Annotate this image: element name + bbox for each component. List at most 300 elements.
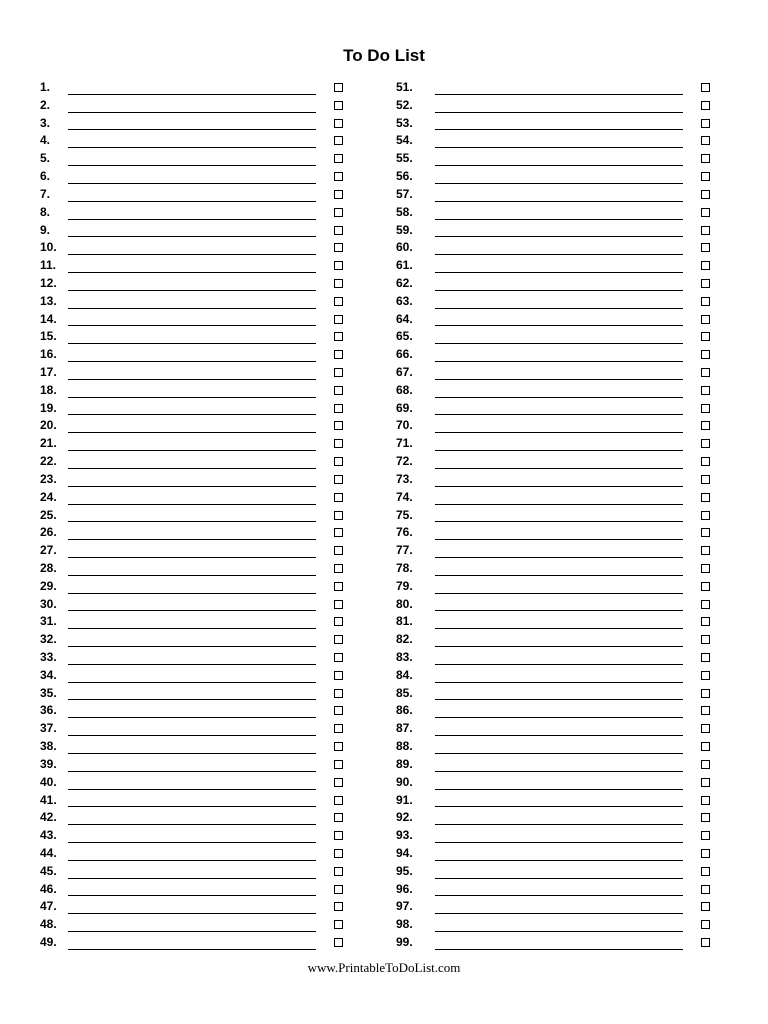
item-number: 48. [40, 917, 57, 932]
todo-item [40, 310, 346, 328]
checkbox[interactable] [701, 689, 710, 698]
checkbox[interactable] [334, 831, 343, 840]
item-number: 66. [396, 347, 413, 362]
checkbox[interactable] [701, 528, 710, 537]
write-in-line[interactable] [435, 183, 683, 184]
checkbox[interactable] [334, 493, 343, 502]
item-number: 57. [396, 186, 413, 201]
checkbox[interactable] [334, 796, 343, 805]
checkbox[interactable] [701, 136, 710, 145]
todo-item [40, 541, 346, 559]
write-in-line[interactable] [68, 112, 316, 113]
write-in-line[interactable] [68, 557, 316, 558]
todo-item [396, 737, 713, 755]
write-in-line[interactable] [68, 325, 316, 326]
checkbox[interactable] [701, 653, 710, 662]
write-in-line[interactable] [68, 379, 316, 380]
checkbox[interactable] [334, 119, 343, 128]
item-number: 52. [396, 97, 413, 112]
item-number: 26. [40, 525, 57, 540]
todo-item [40, 915, 346, 933]
todo-item [40, 114, 346, 132]
write-in-line[interactable] [435, 450, 683, 451]
item-number: 70. [396, 418, 413, 433]
write-in-line[interactable] [68, 735, 316, 736]
item-number: 45. [40, 863, 57, 878]
item-number: 33. [40, 650, 57, 664]
checkbox[interactable] [701, 493, 710, 502]
checkbox[interactable] [334, 421, 343, 430]
checkbox[interactable] [334, 101, 343, 110]
write-in-line[interactable] [68, 397, 316, 398]
write-in-line[interactable] [435, 361, 683, 362]
checkbox[interactable] [701, 154, 710, 163]
todo-item [40, 808, 346, 826]
checkbox[interactable] [334, 742, 343, 751]
checkbox[interactable] [334, 332, 343, 341]
todo-item [40, 363, 346, 381]
write-in-line[interactable] [435, 236, 683, 237]
todo-item [40, 559, 346, 577]
todo-item [40, 506, 346, 524]
item-number: 99. [396, 935, 413, 949]
write-in-line[interactable] [68, 824, 316, 825]
todo-item [40, 577, 346, 595]
write-in-line[interactable] [435, 379, 683, 380]
write-in-line[interactable] [68, 147, 316, 148]
todo-item [40, 292, 346, 310]
todo-item [40, 452, 346, 470]
write-in-line[interactable] [68, 913, 316, 914]
checkbox[interactable] [334, 564, 343, 573]
write-in-line[interactable] [68, 753, 316, 754]
checkbox[interactable] [701, 938, 710, 947]
todo-item [40, 381, 346, 399]
checkbox[interactable] [334, 546, 343, 555]
write-in-line[interactable] [68, 646, 316, 647]
item-number: 91. [396, 792, 413, 807]
todo-item [396, 131, 713, 149]
checkbox[interactable] [334, 297, 343, 306]
checkbox[interactable] [334, 600, 343, 609]
checkbox[interactable] [701, 190, 710, 199]
checkbox[interactable] [701, 457, 710, 466]
checkbox[interactable] [701, 297, 710, 306]
todo-item [396, 470, 713, 488]
write-in-line[interactable] [435, 824, 683, 825]
checkbox[interactable] [334, 920, 343, 929]
checkbox[interactable] [701, 279, 710, 288]
write-in-line[interactable] [435, 628, 683, 629]
checkbox[interactable] [334, 83, 343, 92]
write-in-line[interactable] [435, 308, 683, 309]
write-in-line[interactable] [435, 753, 683, 754]
write-in-line[interactable] [68, 414, 316, 415]
checkbox[interactable] [701, 101, 710, 110]
checkbox[interactable] [701, 813, 710, 822]
checkbox[interactable] [701, 511, 710, 520]
checkbox[interactable] [701, 172, 710, 181]
todo-item [396, 791, 713, 809]
write-in-line[interactable] [68, 682, 316, 683]
item-number: 83. [396, 650, 413, 664]
write-in-line[interactable] [68, 860, 316, 861]
item-number: 22. [40, 454, 57, 469]
todo-item [396, 238, 713, 256]
item-number: 15. [40, 329, 57, 344]
write-in-line[interactable] [435, 878, 683, 879]
todo-item [396, 559, 713, 577]
todo-item [40, 78, 346, 96]
item-number: 9. [40, 222, 51, 237]
write-in-line[interactable] [435, 593, 683, 594]
todo-item [40, 595, 346, 613]
write-in-line[interactable] [68, 806, 316, 807]
checkbox[interactable] [334, 813, 343, 822]
checkbox[interactable] [701, 600, 710, 609]
write-in-line[interactable] [68, 343, 316, 344]
item-number: 38. [40, 739, 57, 754]
write-in-line[interactable] [435, 432, 683, 433]
item-number: 77. [396, 543, 413, 558]
write-in-line[interactable] [68, 468, 316, 469]
write-in-line[interactable] [68, 878, 316, 879]
todo-item [396, 256, 713, 274]
todo-item [40, 221, 346, 239]
write-in-line[interactable] [435, 913, 683, 914]
write-in-line[interactable] [68, 771, 316, 772]
checkbox[interactable] [334, 404, 343, 413]
checkbox[interactable] [334, 154, 343, 163]
write-in-line[interactable] [435, 254, 683, 255]
item-number: 64. [396, 311, 413, 326]
todo-item [40, 345, 346, 363]
write-in-line[interactable] [435, 610, 683, 611]
item-number: 5. [40, 151, 51, 166]
write-in-line[interactable] [68, 165, 316, 166]
write-in-line[interactable] [68, 789, 316, 790]
todo-item [396, 363, 713, 381]
todo-item [40, 167, 346, 185]
checkbox[interactable] [701, 315, 710, 324]
checkbox[interactable] [334, 190, 343, 199]
write-in-line[interactable] [435, 521, 683, 522]
write-in-line[interactable] [435, 343, 683, 344]
write-in-line[interactable] [68, 664, 316, 665]
write-in-line[interactable] [68, 895, 316, 896]
checkbox[interactable] [701, 386, 710, 395]
item-number: 65. [396, 329, 413, 344]
write-in-line[interactable] [435, 860, 683, 861]
write-in-line[interactable] [68, 575, 316, 576]
checkbox[interactable] [334, 136, 343, 145]
todo-item [40, 203, 346, 221]
write-in-line[interactable] [68, 308, 316, 309]
checkbox[interactable] [334, 261, 343, 270]
item-number: 28. [40, 560, 57, 575]
write-in-line[interactable] [435, 468, 683, 469]
write-in-line[interactable] [68, 610, 316, 611]
checkbox[interactable] [701, 368, 710, 377]
checkbox[interactable] [701, 475, 710, 484]
todo-item [40, 648, 346, 666]
todo-item [396, 203, 713, 221]
checkbox[interactable] [334, 778, 343, 787]
item-number: 63. [396, 293, 413, 308]
todo-item [396, 897, 713, 915]
checkbox[interactable] [701, 760, 710, 769]
checkbox[interactable] [701, 635, 710, 644]
write-in-line[interactable] [68, 201, 316, 202]
checkbox[interactable] [334, 902, 343, 911]
item-number: 88. [396, 739, 413, 754]
item-number: 54. [396, 133, 413, 148]
write-in-line[interactable] [68, 931, 316, 932]
checkbox[interactable] [701, 564, 710, 573]
checkbox[interactable] [334, 938, 343, 947]
checkbox[interactable] [334, 226, 343, 235]
checkbox[interactable] [334, 671, 343, 680]
item-number: 1. [40, 80, 51, 94]
todo-item [40, 238, 346, 256]
write-in-line[interactable] [435, 94, 683, 95]
write-in-line[interactable] [435, 699, 683, 700]
item-number: 82. [396, 632, 413, 647]
write-in-line[interactable] [435, 165, 683, 166]
write-in-line[interactable] [68, 521, 316, 522]
checkbox[interactable] [334, 457, 343, 466]
write-in-line[interactable] [68, 272, 316, 273]
write-in-line[interactable] [435, 682, 683, 683]
todo-item [396, 719, 713, 737]
checkbox[interactable] [701, 208, 710, 217]
write-in-line[interactable] [435, 717, 683, 718]
checkbox[interactable] [701, 546, 710, 555]
write-in-line[interactable] [68, 699, 316, 700]
write-in-line[interactable] [435, 325, 683, 326]
write-in-line[interactable] [435, 771, 683, 772]
todo-item [396, 755, 713, 773]
write-in-line[interactable] [435, 486, 683, 487]
checkbox[interactable] [701, 849, 710, 858]
item-number: 60. [396, 240, 413, 255]
write-in-line[interactable] [435, 147, 683, 148]
checkbox[interactable] [334, 689, 343, 698]
write-in-line[interactable] [68, 219, 316, 220]
checkbox[interactable] [701, 119, 710, 128]
todo-item [396, 434, 713, 452]
write-in-line[interactable] [435, 842, 683, 843]
write-in-line[interactable] [435, 789, 683, 790]
todo-item [40, 933, 346, 951]
checkbox[interactable] [334, 386, 343, 395]
checkbox[interactable] [701, 920, 710, 929]
checkbox[interactable] [334, 279, 343, 288]
write-in-line[interactable] [68, 949, 316, 950]
todo-item [40, 470, 346, 488]
item-number: 97. [396, 899, 413, 914]
item-number: 89. [396, 756, 413, 771]
write-in-line[interactable] [435, 895, 683, 896]
todo-item [396, 327, 713, 345]
write-in-line[interactable] [68, 236, 316, 237]
checkbox[interactable] [334, 885, 343, 894]
checkbox[interactable] [701, 332, 710, 341]
checkbox[interactable] [701, 226, 710, 235]
todo-item [396, 595, 713, 613]
todo-item [396, 826, 713, 844]
checkbox[interactable] [701, 724, 710, 733]
checkbox[interactable] [334, 653, 343, 662]
write-in-line[interactable] [68, 361, 316, 362]
checkbox[interactable] [701, 617, 710, 626]
checkbox[interactable] [334, 315, 343, 324]
todo-item [396, 862, 713, 880]
checkbox[interactable] [701, 902, 710, 911]
item-number: 86. [396, 703, 413, 718]
todo-item [396, 844, 713, 862]
write-in-line[interactable] [68, 290, 316, 291]
write-in-line[interactable] [435, 931, 683, 932]
checkbox[interactable] [334, 760, 343, 769]
write-in-line[interactable] [68, 593, 316, 594]
todo-item [40, 862, 346, 880]
item-number: 46. [40, 881, 57, 896]
write-in-line[interactable] [68, 717, 316, 718]
todo-item [40, 844, 346, 862]
write-in-line[interactable] [435, 129, 683, 130]
checkbox[interactable] [701, 831, 710, 840]
checkbox[interactable] [334, 511, 343, 520]
write-in-line[interactable] [435, 272, 683, 273]
checkbox[interactable] [334, 350, 343, 359]
write-in-line[interactable] [435, 575, 683, 576]
item-number: 10. [40, 240, 57, 255]
item-number: 84. [396, 667, 413, 682]
checkbox[interactable] [701, 778, 710, 787]
write-in-line[interactable] [435, 414, 683, 415]
item-number: 29. [40, 578, 57, 593]
write-in-line[interactable] [68, 842, 316, 843]
item-number: 4. [40, 133, 51, 148]
todo-item [396, 630, 713, 648]
todo-column-left [40, 78, 346, 951]
write-in-line[interactable] [435, 949, 683, 950]
write-in-line[interactable] [68, 94, 316, 95]
write-in-line[interactable] [435, 112, 683, 113]
checkbox[interactable] [334, 172, 343, 181]
item-number: 40. [40, 774, 57, 789]
checkbox[interactable] [701, 261, 710, 270]
write-in-line[interactable] [435, 735, 683, 736]
checkbox[interactable] [334, 582, 343, 591]
write-in-line[interactable] [68, 183, 316, 184]
item-number: 61. [396, 258, 413, 273]
item-number: 35. [40, 685, 57, 700]
checkbox[interactable] [701, 742, 710, 751]
checkbox[interactable] [701, 421, 710, 430]
todo-item [396, 399, 713, 417]
item-number: 34. [40, 667, 57, 682]
checkbox[interactable] [701, 867, 710, 876]
item-number: 79. [396, 578, 413, 593]
write-in-line[interactable] [68, 129, 316, 130]
checkbox[interactable] [334, 617, 343, 626]
write-in-line[interactable] [68, 504, 316, 505]
checkbox[interactable] [701, 885, 710, 894]
todo-item [396, 506, 713, 524]
todo-item [40, 773, 346, 791]
item-number: 11. [40, 258, 57, 273]
item-number: 55. [396, 151, 413, 166]
write-in-line[interactable] [435, 219, 683, 220]
todo-item [40, 826, 346, 844]
checkbox[interactable] [334, 635, 343, 644]
write-in-line[interactable] [68, 539, 316, 540]
checkbox[interactable] [701, 671, 710, 680]
item-number: 18. [40, 382, 57, 397]
write-in-line[interactable] [435, 806, 683, 807]
write-in-line[interactable] [435, 290, 683, 291]
write-in-line[interactable] [435, 397, 683, 398]
checkbox[interactable] [334, 724, 343, 733]
checkbox[interactable] [334, 368, 343, 377]
checkbox[interactable] [334, 706, 343, 715]
todo-item [396, 612, 713, 630]
checkbox[interactable] [701, 582, 710, 591]
checkbox[interactable] [701, 404, 710, 413]
checkbox[interactable] [701, 350, 710, 359]
checkbox[interactable] [334, 243, 343, 252]
write-in-line[interactable] [435, 557, 683, 558]
write-in-line[interactable] [68, 254, 316, 255]
write-in-line[interactable] [68, 432, 316, 433]
todo-item [40, 523, 346, 541]
item-number: 68. [396, 382, 413, 397]
checkbox[interactable] [334, 475, 343, 484]
write-in-line[interactable] [68, 450, 316, 451]
write-in-line[interactable] [435, 201, 683, 202]
todo-item [40, 612, 346, 630]
write-in-line[interactable] [435, 504, 683, 505]
checkbox[interactable] [334, 867, 343, 876]
write-in-line[interactable] [435, 539, 683, 540]
checkbox[interactable] [334, 849, 343, 858]
checkbox[interactable] [334, 439, 343, 448]
item-number: 49. [40, 935, 57, 949]
item-number: 42. [40, 810, 57, 825]
write-in-line[interactable] [435, 664, 683, 665]
todo-item [40, 791, 346, 809]
checkbox[interactable] [334, 208, 343, 217]
checkbox[interactable] [701, 243, 710, 252]
checkbox[interactable] [334, 528, 343, 537]
item-number: 3. [40, 115, 51, 130]
todo-column-right [396, 78, 713, 951]
item-number: 2. [40, 97, 51, 112]
checkbox[interactable] [701, 439, 710, 448]
write-in-line[interactable] [68, 486, 316, 487]
checkbox[interactable] [701, 83, 710, 92]
todo-item [40, 684, 346, 702]
checkbox[interactable] [701, 796, 710, 805]
todo-item [40, 185, 346, 203]
write-in-line[interactable] [68, 628, 316, 629]
checkbox[interactable] [701, 706, 710, 715]
todo-item [396, 167, 713, 185]
write-in-line[interactable] [435, 646, 683, 647]
item-number: 36. [40, 703, 57, 718]
